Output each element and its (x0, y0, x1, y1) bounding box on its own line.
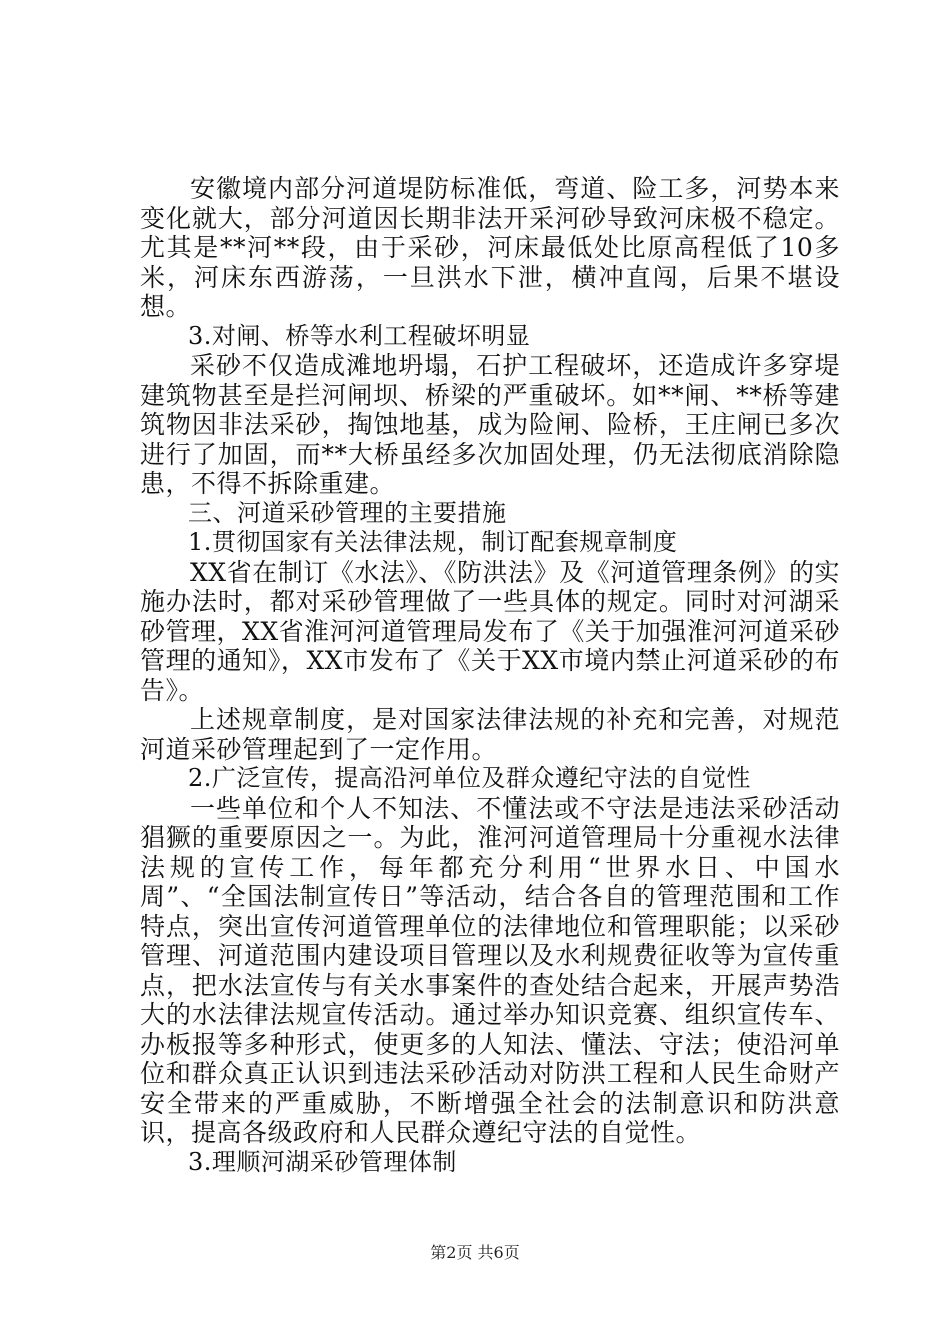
heading-management-system: 3.理顺河湖采砂管理体制 (188, 1147, 457, 1176)
page-number-footer: 第2页 共6页 (430, 1243, 520, 1262)
paragraph-rules-effect: 上述规章制度，是对国家法律法规的补充和完善，对规范河道采砂管理起到了一定作用。 (140, 705, 840, 764)
paragraph-publicity: 一些单位和个人不知法、不懂法或不守法是违法采砂活动猖獗的重要原因之一。为此，淮河河道管理局十分重视水法律法规的宣传工作，每年都充分利用“世界水日、中国水周”、“全国法制宣传日”等活动，结合各自的管理范围和工作特点，突出宣传河道管理单位的法律地位和管理职能；以采砂管理、河道范围内建设项目管理以及水利规费征收等为宣传重点，把水法宣传与有关水事案件的查处结合起来，开展声势浩大的水法律法规宣传活动。通过举办知识竞赛、组织宣传车、办板报等多种形式，使更多的人知法、懂法、守法；使沿河单位和群众真正认识到违法采砂活动对防洪工程和人民生命财产安全带来的严重威胁，不断增强全社会的法制意识和防洪意识，提高各级政府和人民群众遵纪守法的自觉性。 (140, 793, 840, 1147)
document-body (140, 174, 840, 1177)
paragraph-provincial-rules: XX省在制订《水法》、《防洪法》及《河道管理条例》的实施办法时，都对采砂管理做了一些具体的规定。同时对河湖采砂管理，XX省淮河河道管理局发布了《关于加强淮河河道采砂管理的通知》，XX市发布了《关于XX市境内禁止河道采砂的布告》。 (140, 557, 840, 705)
paragraph-embankment-risk: 安徽境内部分河道堤防标准低，弯道、险工多，河势本来变化就大，部分河道因长期非法开采河砂导致河床极不稳定。尤其是**河**段，由于采砂，河床最低处比原高程低了10多米，河床东西游荡，一旦洪水下泄，横冲直闯，后果不堪设想。 (140, 174, 840, 321)
heading-regulations: 1.贯彻国家有关法律法规，制订配套规章制度 (188, 528, 678, 556)
paragraph-structure-damage: 采砂不仅造成滩地坍塌，石护工程破坏，还造成许多穿堤建筑物甚至是拦河闸坝、桥梁的严重破坏。如**闸、**桥等建筑物因非法采砂，掏蚀地基，成为险闸、险桥，王庄闸已多次进行了加固，而**大桥虽经多次加固处理，仍无法彻底消除隐患，不得不拆除重建。 (140, 351, 840, 498)
heading-main-measures: 三、河道采砂管理的主要措施 (188, 498, 507, 527)
heading-publicity: 2.广泛宣传，提高沿河单位及群众遵纪守法的自觉性 (188, 764, 751, 792)
heading-damage-to-structures: 3.对闸、桥等水利工程破坏明显 (188, 321, 531, 350)
